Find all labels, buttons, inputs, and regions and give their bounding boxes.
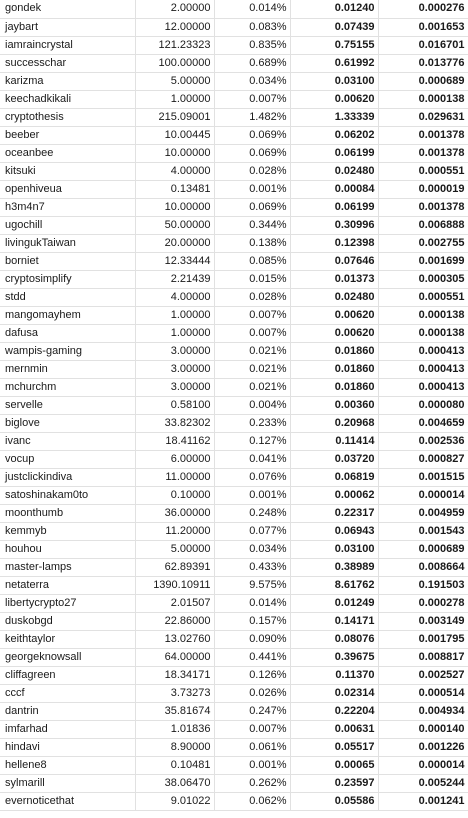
table-row xyxy=(0,432,468,450)
table-row xyxy=(0,414,468,432)
table-row xyxy=(0,72,468,90)
cell-username[interactable]: mernmin xyxy=(0,360,135,378)
table-row xyxy=(0,792,468,810)
cell-username[interactable]: successchar xyxy=(0,54,135,72)
cell-share[interactable]: 0.001378 xyxy=(378,144,468,162)
cell-username[interactable]: ivanc xyxy=(0,432,135,450)
cell-share[interactable]: 0.005244 xyxy=(378,774,468,792)
cell-share[interactable]: 0.000080 xyxy=(378,396,468,414)
cell-username[interactable]: dafusa xyxy=(0,324,135,342)
cell-value[interactable]: 0.05517 xyxy=(290,738,378,756)
cell-percent[interactable]: 0.034% xyxy=(214,540,290,558)
cell-amount[interactable]: 18.41162 xyxy=(135,432,214,450)
cell-percent[interactable]: 0.021% xyxy=(214,342,290,360)
cell-percent[interactable]: 0.015% xyxy=(214,270,290,288)
cell-amount[interactable]: 4.00000 xyxy=(135,288,214,306)
cell-value[interactable]: 0.02480 xyxy=(290,288,378,306)
cell-amount[interactable]: 10.00445 xyxy=(135,126,214,144)
cell-share[interactable]: 0.003149 xyxy=(378,612,468,630)
cell-percent[interactable]: 0.007% xyxy=(214,720,290,738)
cell-percent[interactable]: 0.835% xyxy=(214,36,290,54)
cell-username[interactable]: karizma xyxy=(0,72,135,90)
cell-username[interactable]: livingukTaiwan xyxy=(0,234,135,252)
cell-share[interactable]: 0.004934 xyxy=(378,702,468,720)
cell-username[interactable]: justclickindiva xyxy=(0,468,135,486)
cell-percent[interactable]: 0.344% xyxy=(214,216,290,234)
cell-amount[interactable]: 22.86000 xyxy=(135,612,214,630)
table-row xyxy=(0,126,468,144)
cell-value[interactable]: 1.33339 xyxy=(290,108,378,126)
cell-username[interactable]: jaybart xyxy=(0,18,135,36)
cell-username[interactable]: ugochill xyxy=(0,216,135,234)
cell-amount[interactable]: 4.00000 xyxy=(135,162,214,180)
cell-percent[interactable]: 0.001% xyxy=(214,486,290,504)
cell-share[interactable]: 0.000514 xyxy=(378,684,468,702)
cell-amount[interactable]: 2.21439 xyxy=(135,270,214,288)
cell-share[interactable]: 0.001226 xyxy=(378,738,468,756)
cell-share[interactable]: 0.001653 xyxy=(378,18,468,36)
cell-value[interactable]: 0.01249 xyxy=(290,594,378,612)
cell-share[interactable]: 0.000689 xyxy=(378,72,468,90)
table-row xyxy=(0,666,468,684)
cell-amount[interactable]: 12.00000 xyxy=(135,18,214,36)
cell-share[interactable]: 0.000014 xyxy=(378,486,468,504)
cell-share[interactable]: 0.004659 xyxy=(378,414,468,432)
cell-amount[interactable]: 5.00000 xyxy=(135,72,214,90)
cell-value[interactable]: 0.00062 xyxy=(290,486,378,504)
table-row xyxy=(0,594,468,612)
cell-percent[interactable]: 0.085% xyxy=(214,252,290,270)
cell-amount[interactable]: 9.01022 xyxy=(135,792,214,810)
table-row xyxy=(0,540,468,558)
cell-percent[interactable]: 0.061% xyxy=(214,738,290,756)
cell-share[interactable]: 0.000689 xyxy=(378,540,468,558)
cell-amount[interactable]: 0.10000 xyxy=(135,486,214,504)
cell-percent[interactable]: 9.575% xyxy=(214,576,290,594)
cell-value[interactable]: 0.23597 xyxy=(290,774,378,792)
cell-percent[interactable]: 0.069% xyxy=(214,126,290,144)
cell-username[interactable]: dantrin xyxy=(0,702,135,720)
cell-amount[interactable]: 215.09001 xyxy=(135,108,214,126)
cell-share[interactable]: 0.016701 xyxy=(378,36,468,54)
cell-value[interactable]: 0.11370 xyxy=(290,666,378,684)
cell-share[interactable]: 0.000551 xyxy=(378,162,468,180)
cell-amount[interactable]: 62.89391 xyxy=(135,558,214,576)
cell-value[interactable]: 0.00084 xyxy=(290,180,378,198)
table-row xyxy=(0,90,468,108)
cell-percent[interactable]: 0.233% xyxy=(214,414,290,432)
cell-amount[interactable]: 11.00000 xyxy=(135,468,214,486)
cell-username[interactable]: hindavi xyxy=(0,738,135,756)
cell-share[interactable]: 0.029631 xyxy=(378,108,468,126)
cell-amount[interactable]: 100.00000 xyxy=(135,54,214,72)
cell-value[interactable]: 0.30996 xyxy=(290,216,378,234)
cell-share[interactable]: 0.000551 xyxy=(378,288,468,306)
table-row xyxy=(0,36,468,54)
cell-username[interactable]: h3m4n7 xyxy=(0,198,135,216)
cell-value[interactable]: 0.00631 xyxy=(290,720,378,738)
cell-value[interactable]: 0.06199 xyxy=(290,198,378,216)
table-row xyxy=(0,324,468,342)
cell-percent[interactable]: 0.014% xyxy=(214,0,290,18)
table-row xyxy=(0,18,468,36)
cell-value[interactable]: 0.22317 xyxy=(290,504,378,522)
cell-percent[interactable]: 0.034% xyxy=(214,72,290,90)
table-row xyxy=(0,144,468,162)
table-row xyxy=(0,774,468,792)
cell-share[interactable]: 0.000138 xyxy=(378,324,468,342)
cell-percent[interactable]: 0.138% xyxy=(214,234,290,252)
cell-value[interactable]: 0.00360 xyxy=(290,396,378,414)
cell-share[interactable]: 0.001378 xyxy=(378,198,468,216)
cell-username[interactable]: beeber xyxy=(0,126,135,144)
table-row xyxy=(0,234,468,252)
cell-value[interactable]: 0.03100 xyxy=(290,72,378,90)
cell-value[interactable]: 0.14171 xyxy=(290,612,378,630)
cell-amount[interactable]: 38.06470 xyxy=(135,774,214,792)
cell-amount[interactable]: 1.00000 xyxy=(135,324,214,342)
table-row xyxy=(0,108,468,126)
cell-value[interactable]: 0.75155 xyxy=(290,36,378,54)
table-row xyxy=(0,648,468,666)
cell-percent[interactable]: 0.021% xyxy=(214,378,290,396)
cell-amount[interactable]: 2.00000 xyxy=(135,0,214,18)
cell-username[interactable]: mangomayhem xyxy=(0,306,135,324)
cell-username[interactable]: biglove xyxy=(0,414,135,432)
cell-share[interactable]: 0.000413 xyxy=(378,378,468,396)
cell-percent[interactable]: 1.482% xyxy=(214,108,290,126)
cell-username[interactable]: stdd xyxy=(0,288,135,306)
cell-amount[interactable]: 10.00000 xyxy=(135,198,214,216)
cell-username[interactable]: evernoticethat xyxy=(0,792,135,810)
cell-amount[interactable]: 13.02760 xyxy=(135,630,214,648)
cell-share[interactable]: 0.002755 xyxy=(378,234,468,252)
cell-share[interactable]: 0.001795 xyxy=(378,630,468,648)
table-row xyxy=(0,162,468,180)
cell-amount[interactable]: 2.01507 xyxy=(135,594,214,612)
cell-username[interactable]: keithtaylor xyxy=(0,630,135,648)
cell-username[interactable]: cccf xyxy=(0,684,135,702)
cell-value[interactable]: 0.02480 xyxy=(290,162,378,180)
cell-value[interactable]: 0.07439 xyxy=(290,18,378,36)
table-row xyxy=(0,756,468,774)
cell-share[interactable]: 0.000138 xyxy=(378,306,468,324)
cell-value[interactable]: 0.01240 xyxy=(290,0,378,18)
cell-share[interactable]: 0.000305 xyxy=(378,270,468,288)
cell-username[interactable]: openhiveua xyxy=(0,180,135,198)
cell-value[interactable]: 8.61762 xyxy=(290,576,378,594)
cell-amount[interactable]: 35.81674 xyxy=(135,702,214,720)
cell-percent[interactable]: 0.441% xyxy=(214,648,290,666)
cell-username[interactable]: oceanbee xyxy=(0,144,135,162)
cell-percent[interactable]: 0.248% xyxy=(214,504,290,522)
cell-percent[interactable]: 0.026% xyxy=(214,684,290,702)
cell-percent[interactable]: 0.083% xyxy=(214,18,290,36)
cell-username[interactable]: duskobgd xyxy=(0,612,135,630)
cell-value[interactable]: 0.01860 xyxy=(290,378,378,396)
table-row xyxy=(0,486,468,504)
cell-share[interactable]: 0.000278 xyxy=(378,594,468,612)
table-row xyxy=(0,738,468,756)
cell-share[interactable]: 0.000014 xyxy=(378,756,468,774)
cell-username[interactable]: wampis-gaming xyxy=(0,342,135,360)
cell-amount[interactable]: 11.20000 xyxy=(135,522,214,540)
cell-amount[interactable]: 12.33444 xyxy=(135,252,214,270)
table-row xyxy=(0,270,468,288)
cell-username[interactable]: libertycrypto27 xyxy=(0,594,135,612)
cell-amount[interactable]: 3.00000 xyxy=(135,378,214,396)
cell-amount[interactable]: 5.00000 xyxy=(135,540,214,558)
cell-percent[interactable]: 0.001% xyxy=(214,180,290,198)
cell-amount[interactable]: 18.34171 xyxy=(135,666,214,684)
table-row xyxy=(0,54,468,72)
cell-username[interactable]: sylmarill xyxy=(0,774,135,792)
cell-percent[interactable]: 0.021% xyxy=(214,360,290,378)
cell-share[interactable]: 0.002527 xyxy=(378,666,468,684)
cell-username[interactable]: borniet xyxy=(0,252,135,270)
cell-username[interactable]: cryptosimplify xyxy=(0,270,135,288)
table-row xyxy=(0,504,468,522)
cell-percent[interactable]: 0.014% xyxy=(214,594,290,612)
cell-share[interactable]: 0.000019 xyxy=(378,180,468,198)
table-row xyxy=(0,0,468,18)
cell-value[interactable]: 0.08076 xyxy=(290,630,378,648)
cell-amount[interactable]: 10.00000 xyxy=(135,144,214,162)
table-row xyxy=(0,252,468,270)
cell-value[interactable]: 0.22204 xyxy=(290,702,378,720)
cell-username[interactable]: hellene8 xyxy=(0,756,135,774)
cell-username[interactable]: kemmyb xyxy=(0,522,135,540)
cell-share[interactable]: 0.000140 xyxy=(378,720,468,738)
cell-amount[interactable]: 0.58100 xyxy=(135,396,214,414)
cell-percent[interactable]: 0.247% xyxy=(214,702,290,720)
cell-value[interactable]: 0.01860 xyxy=(290,342,378,360)
cell-amount[interactable]: 3.73273 xyxy=(135,684,214,702)
cell-share[interactable]: 0.001515 xyxy=(378,468,468,486)
cell-percent[interactable]: 0.076% xyxy=(214,468,290,486)
cell-share[interactable]: 0.001543 xyxy=(378,522,468,540)
cell-amount[interactable]: 20.00000 xyxy=(135,234,214,252)
cell-amount[interactable]: 3.00000 xyxy=(135,342,214,360)
table-row xyxy=(0,612,468,630)
cell-percent[interactable]: 0.007% xyxy=(214,306,290,324)
table-row xyxy=(0,522,468,540)
cell-percent[interactable]: 0.028% xyxy=(214,288,290,306)
cell-share[interactable]: 0.000827 xyxy=(378,450,468,468)
table-row xyxy=(0,450,468,468)
cell-percent[interactable]: 0.041% xyxy=(214,450,290,468)
cell-value[interactable]: 0.61992 xyxy=(290,54,378,72)
cell-percent[interactable]: 0.069% xyxy=(214,198,290,216)
cell-value[interactable]: 0.05586 xyxy=(290,792,378,810)
table-row xyxy=(0,720,468,738)
cell-username[interactable]: master-lamps xyxy=(0,558,135,576)
cell-value[interactable]: 0.39675 xyxy=(290,648,378,666)
cell-amount[interactable]: 64.00000 xyxy=(135,648,214,666)
cell-username[interactable]: netaterra xyxy=(0,576,135,594)
cell-value[interactable]: 0.07646 xyxy=(290,252,378,270)
cell-value[interactable]: 0.06202 xyxy=(290,126,378,144)
cell-share[interactable]: 0.001378 xyxy=(378,126,468,144)
cell-amount[interactable]: 50.00000 xyxy=(135,216,214,234)
table-row xyxy=(0,684,468,702)
cell-value[interactable]: 0.03100 xyxy=(290,540,378,558)
table-row xyxy=(0,576,468,594)
cell-username[interactable]: keechadkikali xyxy=(0,90,135,108)
cell-percent[interactable]: 0.077% xyxy=(214,522,290,540)
cell-amount[interactable]: 121.23323 xyxy=(135,36,214,54)
cell-percent[interactable]: 0.126% xyxy=(214,666,290,684)
cell-share[interactable]: 0.000276 xyxy=(378,0,468,18)
cell-username[interactable]: iamraincrystal xyxy=(0,36,135,54)
table-row xyxy=(0,360,468,378)
cell-share[interactable]: 0.002536 xyxy=(378,432,468,450)
cell-percent[interactable]: 0.157% xyxy=(214,612,290,630)
cell-username[interactable]: houhou xyxy=(0,540,135,558)
cell-percent[interactable]: 0.007% xyxy=(214,90,290,108)
table-row xyxy=(0,180,468,198)
cell-value[interactable]: 0.00065 xyxy=(290,756,378,774)
cell-share[interactable]: 0.001241 xyxy=(378,792,468,810)
cell-username[interactable]: servelle xyxy=(0,396,135,414)
cell-amount[interactable]: 36.00000 xyxy=(135,504,214,522)
cell-value[interactable]: 0.06943 xyxy=(290,522,378,540)
cell-percent[interactable]: 0.127% xyxy=(214,432,290,450)
cell-percent[interactable]: 0.007% xyxy=(214,324,290,342)
cell-share[interactable]: 0.004959 xyxy=(378,504,468,522)
cell-value[interactable]: 0.11414 xyxy=(290,432,378,450)
cell-value[interactable]: 0.38989 xyxy=(290,558,378,576)
cell-username[interactable]: cliffagreen xyxy=(0,666,135,684)
cell-amount[interactable]: 3.00000 xyxy=(135,360,214,378)
table-row xyxy=(0,702,468,720)
cell-amount[interactable]: 6.00000 xyxy=(135,450,214,468)
cell-amount[interactable]: 1.00000 xyxy=(135,90,214,108)
cell-value[interactable]: 0.03720 xyxy=(290,450,378,468)
cell-value[interactable]: 0.00620 xyxy=(290,306,378,324)
cell-username[interactable]: vocup xyxy=(0,450,135,468)
cell-value[interactable]: 0.02314 xyxy=(290,684,378,702)
cell-share[interactable]: 0.008664 xyxy=(378,558,468,576)
cell-amount[interactable]: 8.90000 xyxy=(135,738,214,756)
cell-username[interactable]: moonthumb xyxy=(0,504,135,522)
cell-username[interactable]: georgeknowsall xyxy=(0,648,135,666)
cell-username[interactable]: cryptothesis xyxy=(0,108,135,126)
cell-value[interactable]: 0.12398 xyxy=(290,234,378,252)
table-row xyxy=(0,216,468,234)
cell-share[interactable]: 0.006888 xyxy=(378,216,468,234)
cell-percent[interactable]: 0.062% xyxy=(214,792,290,810)
table-row xyxy=(0,396,468,414)
cell-share[interactable]: 0.000413 xyxy=(378,342,468,360)
table-row xyxy=(0,342,468,360)
cell-share[interactable]: 0.013776 xyxy=(378,54,468,72)
cell-percent[interactable]: 0.433% xyxy=(214,558,290,576)
cell-username[interactable]: mchurchm xyxy=(0,378,135,396)
cell-share[interactable]: 0.000138 xyxy=(378,90,468,108)
cell-amount[interactable]: 1.00000 xyxy=(135,306,214,324)
cell-percent[interactable]: 0.262% xyxy=(214,774,290,792)
table-row xyxy=(0,198,468,216)
cell-username[interactable]: imfarhad xyxy=(0,720,135,738)
cell-amount[interactable]: 33.82302 xyxy=(135,414,214,432)
cell-percent[interactable]: 0.069% xyxy=(214,144,290,162)
cell-value[interactable]: 0.01373 xyxy=(290,270,378,288)
table-row xyxy=(0,306,468,324)
cell-percent[interactable]: 0.001% xyxy=(214,756,290,774)
cell-share[interactable]: 0.000413 xyxy=(378,360,468,378)
table-row xyxy=(0,630,468,648)
cell-share[interactable]: 0.008817 xyxy=(378,648,468,666)
cell-share[interactable]: 0.001699 xyxy=(378,252,468,270)
cell-value[interactable]: 0.00620 xyxy=(290,90,378,108)
cell-percent[interactable]: 0.028% xyxy=(214,162,290,180)
cell-value[interactable]: 0.06819 xyxy=(290,468,378,486)
cell-value[interactable]: 0.01860 xyxy=(290,360,378,378)
cell-amount[interactable]: 0.10481 xyxy=(135,756,214,774)
cell-username[interactable]: kitsuki xyxy=(0,162,135,180)
cell-share[interactable]: 0.191503 xyxy=(378,576,468,594)
cell-percent[interactable]: 0.090% xyxy=(214,630,290,648)
table-row xyxy=(0,468,468,486)
cell-percent[interactable]: 0.689% xyxy=(214,54,290,72)
cell-value[interactable]: 0.20968 xyxy=(290,414,378,432)
cell-username[interactable]: gondek xyxy=(0,0,135,18)
cell-amount[interactable]: 1390.10911 xyxy=(135,576,214,594)
cell-percent[interactable]: 0.004% xyxy=(214,396,290,414)
cell-value[interactable]: 0.00620 xyxy=(290,324,378,342)
cell-amount[interactable]: 1.01836 xyxy=(135,720,214,738)
cell-username[interactable]: satoshinakam0to xyxy=(0,486,135,504)
table-row xyxy=(0,288,468,306)
cell-value[interactable]: 0.06199 xyxy=(290,144,378,162)
cell-amount[interactable]: 0.13481 xyxy=(135,180,214,198)
table-row xyxy=(0,378,468,396)
table-row xyxy=(0,558,468,576)
